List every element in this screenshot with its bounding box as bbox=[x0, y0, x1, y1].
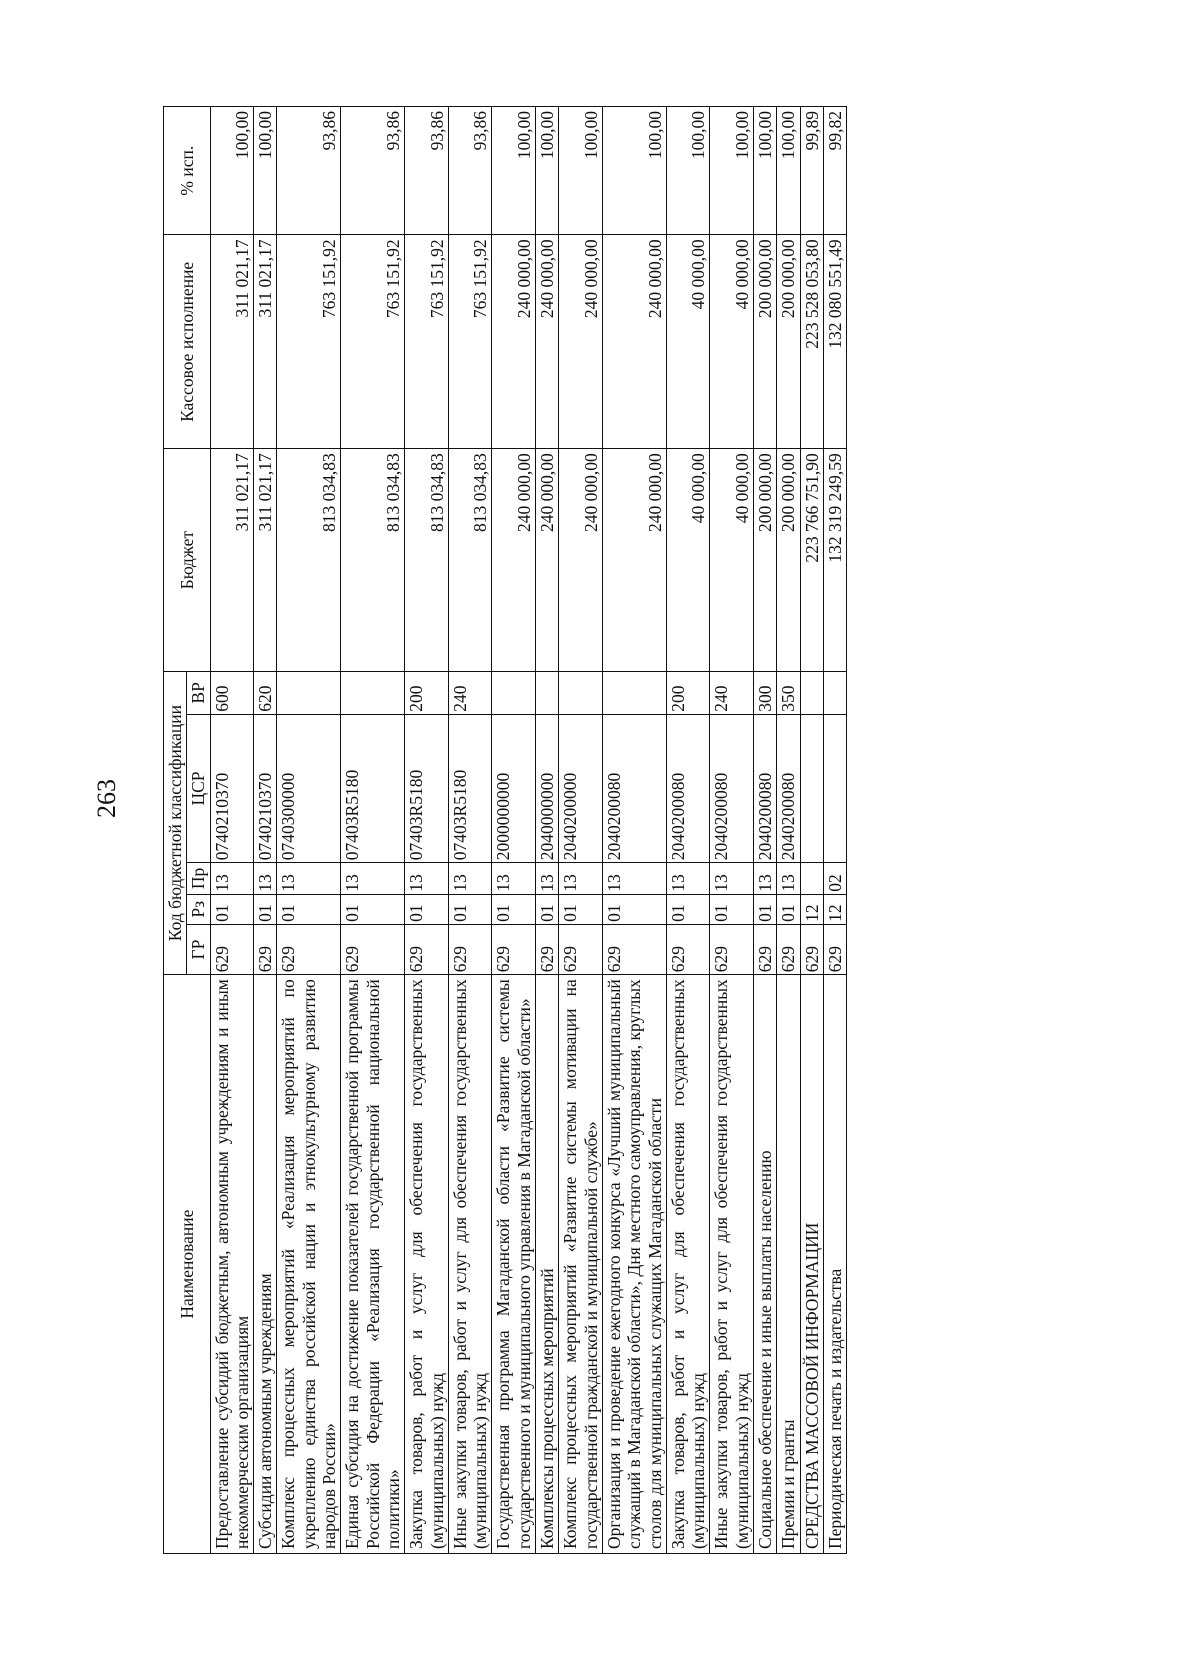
cell-rz: 12 bbox=[800, 894, 823, 924]
cell-name: Комплекс процессных мероприятий «Реализация мероприятий по укреплению единства российской нации и этнокультурному развитию народов России» bbox=[277, 975, 341, 1554]
cell-name: Единая субсидия на достижение показателей государственной программы Российской Федерации «Реализация государственной национальной политики» bbox=[341, 975, 405, 1554]
table-row bbox=[210, 107, 254, 1554]
cell-vr bbox=[602, 672, 666, 715]
cell-name: Организация и проведение ежегодного конкурса «Лучший муниципальный служащий в Магаданской области», Дня местного самоуправления, круглых столов для муниципальных служащих Магаданской области bbox=[602, 975, 666, 1554]
cell-vr bbox=[536, 672, 559, 715]
cell-percent: 100,00 bbox=[254, 107, 277, 235]
cell-percent: 100,00 bbox=[492, 107, 536, 235]
table-row bbox=[754, 107, 777, 1554]
cell-cash: 240 000,00 bbox=[536, 235, 559, 449]
cell-budget: 240 000,00 bbox=[602, 449, 666, 672]
cell-rz: 01 bbox=[341, 894, 405, 924]
cell-rz: 01 bbox=[754, 894, 777, 924]
cell-cash: 40 000,00 bbox=[666, 235, 710, 449]
table-row bbox=[559, 107, 603, 1554]
cell-csr: 0740210370 bbox=[254, 714, 277, 862]
cell-vr: 350 bbox=[777, 672, 800, 715]
cell-pr: 13 bbox=[254, 863, 277, 894]
cell-gr: 629 bbox=[602, 924, 666, 974]
cell-gr: 629 bbox=[405, 924, 449, 974]
header-name: Наименование bbox=[164, 975, 211, 1554]
cell-name: Предоставление субсидий бюджетным, автономным учреждениям и иным некоммерческим организациям bbox=[210, 975, 254, 1554]
cell-percent: 100,00 bbox=[559, 107, 603, 235]
cell-cash: 240 000,00 bbox=[492, 235, 536, 449]
cell-csr bbox=[800, 714, 823, 862]
cell-gr: 629 bbox=[823, 924, 846, 974]
table-row bbox=[277, 107, 341, 1554]
cell-pr bbox=[800, 863, 823, 894]
cell-percent: 93,86 bbox=[405, 107, 449, 235]
cell-rz: 01 bbox=[777, 894, 800, 924]
cell-cash: 40 000,00 bbox=[710, 235, 754, 449]
cell-percent: 93,86 bbox=[277, 107, 341, 235]
page-number: 263 bbox=[92, 779, 121, 818]
cell-name: Государственная программа Магаданской области «Развитие системы государственного и муниципального управления в Магаданской области» bbox=[492, 975, 536, 1554]
cell-name: Субсидии автономным учреждениям bbox=[254, 975, 277, 1554]
cell-cash: 200 000,00 bbox=[754, 235, 777, 449]
cell-csr: 2040200080 bbox=[710, 714, 754, 862]
cell-csr: 2040200000 bbox=[559, 714, 603, 862]
header-rz: Рз bbox=[187, 894, 210, 924]
header-vr: ВР bbox=[187, 672, 210, 715]
cell-name: Закупка товаров, работ и услуг для обеспечения государственных (муниципальных) нужд bbox=[405, 975, 449, 1554]
table-row bbox=[254, 107, 277, 1554]
cell-rz: 01 bbox=[710, 894, 754, 924]
cell-pr: 13 bbox=[602, 863, 666, 894]
cell-percent: 99,89 bbox=[800, 107, 823, 235]
cell-vr: 240 bbox=[448, 672, 492, 715]
cell-csr: 2040000000 bbox=[536, 714, 559, 862]
cell-vr bbox=[559, 672, 603, 715]
cell-csr: 2040200080 bbox=[754, 714, 777, 862]
cell-vr bbox=[800, 672, 823, 715]
cell-budget: 311 021,17 bbox=[254, 449, 277, 672]
cell-pr: 13 bbox=[666, 863, 710, 894]
cell-percent: 100,00 bbox=[777, 107, 800, 235]
cell-budget: 132 319 249,59 bbox=[823, 449, 846, 672]
cell-vr: 200 bbox=[405, 672, 449, 715]
cell-gr: 629 bbox=[536, 924, 559, 974]
header-gr: ГР bbox=[187, 924, 210, 974]
cell-gr: 629 bbox=[341, 924, 405, 974]
header-budget: Бюджет bbox=[164, 449, 211, 672]
cell-rz: 01 bbox=[210, 894, 254, 924]
cell-cash: 240 000,00 bbox=[559, 235, 603, 449]
cell-name: Комплексы процессных мероприятий bbox=[536, 975, 559, 1554]
cell-budget: 813 034,83 bbox=[341, 449, 405, 672]
cell-percent: 100,00 bbox=[754, 107, 777, 235]
cell-budget: 200 000,00 bbox=[754, 449, 777, 672]
cell-percent: 100,00 bbox=[710, 107, 754, 235]
cell-gr: 629 bbox=[448, 924, 492, 974]
cell-percent: 99,82 bbox=[823, 107, 846, 235]
cell-budget: 813 034,83 bbox=[448, 449, 492, 672]
table-row bbox=[800, 107, 823, 1554]
cell-pr: 13 bbox=[277, 863, 341, 894]
cell-gr: 629 bbox=[710, 924, 754, 974]
cell-budget: 240 000,00 bbox=[559, 449, 603, 672]
cell-percent: 100,00 bbox=[536, 107, 559, 235]
rotated-table-wrapper bbox=[163, 106, 1068, 1554]
cell-vr bbox=[277, 672, 341, 715]
cell-name: Закупка товаров, работ и услуг для обеспечения государственных (муниципальных) нужд bbox=[666, 975, 710, 1554]
cell-vr: 240 bbox=[710, 672, 754, 715]
cell-percent: 93,86 bbox=[448, 107, 492, 235]
cell-name: Социальное обеспечение и иные выплаты населению bbox=[754, 975, 777, 1554]
header-csr: ЦСР bbox=[187, 714, 210, 862]
cell-name: Комплекс процессных мероприятий «Развитие системы мотивации на государственной гражданской и муниципальной службе» bbox=[559, 975, 603, 1554]
cell-pr: 13 bbox=[536, 863, 559, 894]
cell-csr: 2040200080 bbox=[777, 714, 800, 862]
cell-percent: 100,00 bbox=[210, 107, 254, 235]
table-row bbox=[823, 107, 846, 1554]
cell-cash: 763 151,92 bbox=[448, 235, 492, 449]
cell-csr: 07403R5180 bbox=[341, 714, 405, 862]
cell-rz: 12 bbox=[823, 894, 846, 924]
cell-pr: 13 bbox=[448, 863, 492, 894]
cell-budget: 240 000,00 bbox=[492, 449, 536, 672]
cell-cash: 200 000,00 bbox=[777, 235, 800, 449]
cell-pr: 02 bbox=[823, 863, 846, 894]
table-row bbox=[492, 107, 536, 1554]
cell-gr: 629 bbox=[492, 924, 536, 974]
cell-name: Иные закупки товаров, работ и услуг для обеспечения государственных (муниципальных) нужд bbox=[448, 975, 492, 1554]
cell-name: Иные закупки товаров, работ и услуг для обеспечения государственных (муниципальных) нужд bbox=[710, 975, 754, 1554]
header-pr: Пр bbox=[187, 863, 210, 894]
cell-csr: 0740210370 bbox=[210, 714, 254, 862]
header-cash: Кассовое исполнение bbox=[164, 235, 211, 449]
cell-cash: 223 528 053,80 bbox=[800, 235, 823, 449]
cell-csr: 2040200080 bbox=[666, 714, 710, 862]
table-row bbox=[602, 107, 666, 1554]
header-code-group: Код бюджетной классификации bbox=[164, 672, 187, 975]
cell-percent: 100,00 bbox=[602, 107, 666, 235]
cell-name: СРЕДСТВА МАССОВОЙ ИНФОРМАЦИИ bbox=[800, 975, 823, 1554]
table-row bbox=[448, 107, 492, 1554]
cell-gr: 629 bbox=[666, 924, 710, 974]
cell-cash: 763 151,92 bbox=[277, 235, 341, 449]
cell-pr: 13 bbox=[777, 863, 800, 894]
cell-gr: 629 bbox=[777, 924, 800, 974]
cell-vr: 300 bbox=[754, 672, 777, 715]
cell-rz: 01 bbox=[492, 894, 536, 924]
table-row bbox=[405, 107, 449, 1554]
cell-rz: 01 bbox=[666, 894, 710, 924]
cell-rz: 01 bbox=[448, 894, 492, 924]
cell-budget: 311 021,17 bbox=[210, 449, 254, 672]
cell-vr bbox=[492, 672, 536, 715]
cell-cash: 311 021,17 bbox=[254, 235, 277, 449]
cell-budget: 40 000,00 bbox=[710, 449, 754, 672]
cell-gr: 629 bbox=[277, 924, 341, 974]
cell-name: Премии и гранты bbox=[777, 975, 800, 1554]
cell-rz: 01 bbox=[405, 894, 449, 924]
cell-gr: 629 bbox=[210, 924, 254, 974]
cell-pr: 13 bbox=[710, 863, 754, 894]
cell-percent: 93,86 bbox=[341, 107, 405, 235]
cell-percent: 100,00 bbox=[666, 107, 710, 235]
cell-budget: 40 000,00 bbox=[666, 449, 710, 672]
cell-pr: 13 bbox=[559, 863, 603, 894]
cell-csr: 2000000000 bbox=[492, 714, 536, 862]
cell-gr: 629 bbox=[559, 924, 603, 974]
cell-vr bbox=[341, 672, 405, 715]
cell-gr: 629 bbox=[754, 924, 777, 974]
cell-pr: 13 bbox=[341, 863, 405, 894]
cell-pr: 13 bbox=[754, 863, 777, 894]
cell-budget: 200 000,00 bbox=[777, 449, 800, 672]
cell-rz: 01 bbox=[277, 894, 341, 924]
cell-gr: 629 bbox=[254, 924, 277, 974]
cell-csr: 0740300000 bbox=[277, 714, 341, 862]
cell-vr bbox=[823, 672, 846, 715]
cell-rz: 01 bbox=[536, 894, 559, 924]
header-percent: % исп. bbox=[164, 107, 211, 235]
cell-cash: 311 021,17 bbox=[210, 235, 254, 449]
cell-budget: 223 766 751,90 bbox=[800, 449, 823, 672]
cell-budget: 240 000,00 bbox=[536, 449, 559, 672]
cell-csr bbox=[823, 714, 846, 862]
cell-pr: 13 bbox=[405, 863, 449, 894]
table-row bbox=[341, 107, 405, 1554]
cell-csr: 07403R5180 bbox=[405, 714, 449, 862]
table-row bbox=[666, 107, 710, 1554]
table-row bbox=[536, 107, 559, 1554]
cell-vr: 600 bbox=[210, 672, 254, 715]
cell-pr: 13 bbox=[210, 863, 254, 894]
cell-cash: 240 000,00 bbox=[602, 235, 666, 449]
cell-cash: 763 151,92 bbox=[341, 235, 405, 449]
table-row bbox=[710, 107, 754, 1554]
budget-table bbox=[163, 106, 847, 1554]
cell-vr: 200 bbox=[666, 672, 710, 715]
cell-pr: 13 bbox=[492, 863, 536, 894]
cell-rz: 01 bbox=[602, 894, 666, 924]
cell-name: Периодическая печать и издательства bbox=[823, 975, 846, 1554]
cell-csr: 2040200080 bbox=[602, 714, 666, 862]
cell-cash: 763 151,92 bbox=[405, 235, 449, 449]
cell-rz: 01 bbox=[254, 894, 277, 924]
cell-rz: 01 bbox=[559, 894, 603, 924]
table-body bbox=[210, 107, 847, 1554]
cell-csr: 07403R5180 bbox=[448, 714, 492, 862]
cell-vr: 620 bbox=[254, 672, 277, 715]
cell-budget: 813 034,83 bbox=[277, 449, 341, 672]
cell-budget: 813 034,83 bbox=[405, 449, 449, 672]
table-row bbox=[777, 107, 800, 1554]
cell-gr: 629 bbox=[800, 924, 823, 974]
cell-cash: 132 080 551,49 bbox=[823, 235, 846, 449]
